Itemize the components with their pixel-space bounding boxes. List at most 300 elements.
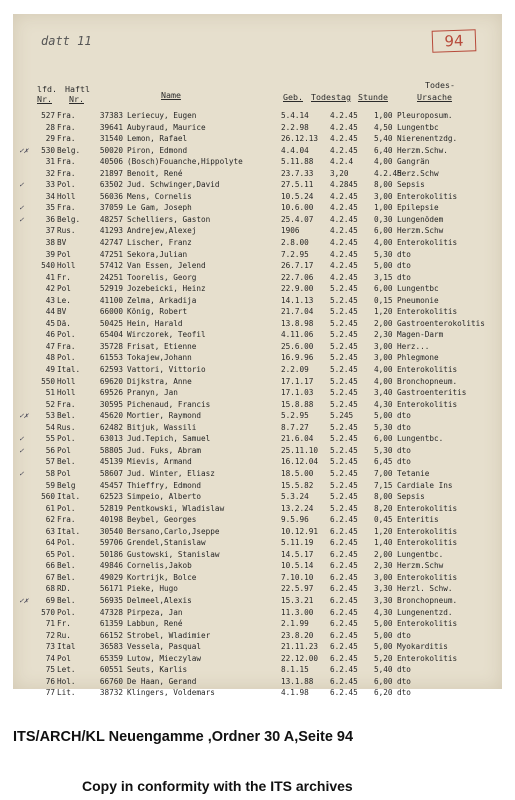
cell-haft: 61553 — [99, 353, 123, 363]
cell-haft: 60551 — [99, 665, 123, 675]
cell-geb: 22.7.06 — [281, 272, 314, 282]
cell-haft: 47251 — [99, 249, 123, 259]
cell-geb: 25.6.00 — [281, 341, 314, 351]
cell-tod: 4.2.45 — [330, 261, 358, 271]
cell-name: Gustowski, Stanislaw — [127, 549, 220, 559]
cell-lfd: 42 — [45, 284, 55, 294]
cell-name: Jud. Fuks, Abram — [127, 445, 202, 455]
cell-urs: Cardiale Ins — [397, 480, 453, 490]
cell-std: 8,00 — [374, 492, 393, 502]
archive-document-page — [13, 14, 502, 698]
table-row — [13, 445, 502, 457]
cell-urs: Lungentbc. — [397, 434, 444, 444]
cell-nat: Bel. — [57, 411, 76, 421]
cell-tod: 6.2.45 — [330, 561, 358, 571]
cell-haft: 39641 — [99, 122, 123, 132]
table-row — [13, 456, 502, 468]
cell-tod: 6.2.45 — [330, 619, 358, 629]
cell-haft: 66152 — [99, 630, 123, 640]
cell-geb: 8.7.27 — [281, 422, 309, 432]
cell-urs: Lungentbc — [397, 284, 439, 294]
cell-lfd: 63 — [45, 526, 55, 536]
cell-std: 5,00 — [374, 619, 393, 629]
cell-urs: Phlegmone — [397, 353, 439, 363]
cell-tod: 5.2.45 — [330, 445, 358, 455]
cell-name: Beybel, Georges — [127, 515, 197, 525]
cell-nat: Pol — [57, 468, 71, 478]
table-row — [13, 433, 502, 445]
cell-urs: Gastroenterokolitis — [397, 318, 485, 328]
cell-lfd: 530 — [41, 145, 55, 155]
death-register-table — [13, 110, 502, 699]
cell-tod: 4.2845 — [330, 180, 358, 190]
cell-urs: Magen-Darm — [397, 330, 444, 340]
cell-nat: Fra. — [57, 134, 76, 144]
cell-nat: Pol. — [57, 180, 76, 190]
cell-name: Wirczorek, Teofil — [127, 330, 206, 340]
cell-mark: ✓ — [19, 214, 24, 224]
table-row — [13, 664, 502, 676]
cell-urs: Enterokolitis — [397, 238, 458, 248]
cell-name: (Bosch)Fouanche,Hippolyte — [127, 157, 243, 167]
cell-name: Simpeio, Alberto — [127, 492, 202, 502]
cell-nat: Pol. — [57, 353, 76, 363]
cell-haft: 40198 — [99, 515, 123, 525]
cell-tod: 5.2.45 — [330, 388, 358, 398]
table-row — [13, 583, 502, 595]
cell-lfd: 540 — [41, 261, 55, 271]
cell-lfd: 77 — [45, 688, 55, 698]
cell-name: Dijkstra, Anne — [127, 376, 192, 386]
cell-urs: Nierenentzdg. — [397, 134, 458, 144]
table-row — [13, 422, 502, 434]
cell-std: 6,20 — [374, 688, 393, 698]
cell-lfd: 76 — [45, 676, 55, 686]
cell-urs: dto — [397, 272, 411, 282]
cell-tod: 4.2.45 — [330, 134, 358, 144]
cell-haft: 45620 — [99, 411, 123, 421]
cell-geb: 25.4.07 — [281, 214, 314, 224]
cell-std: 6,45 — [374, 457, 393, 467]
cell-std: 5,40 — [374, 134, 393, 144]
table-row — [13, 630, 502, 642]
table-row — [13, 179, 502, 191]
table-row — [13, 514, 502, 526]
cell-name: Pranyn, Jan — [127, 388, 178, 398]
cell-name: Toorelis, Georg — [127, 272, 197, 282]
cell-name: Frisat, Etienne — [127, 341, 197, 351]
cell-haft: 35728 — [99, 341, 123, 351]
cell-name: Van Essen, Jelend — [127, 261, 206, 271]
cell-urs: Herzm.Schw — [397, 561, 444, 571]
cell-haft: 52919 — [99, 284, 123, 294]
cell-geb: 5.4.14 — [281, 111, 309, 120]
cell-urs: dto — [397, 422, 411, 432]
cell-lfd: 49 — [45, 365, 55, 375]
cell-geb: 10.12.91 — [281, 526, 319, 536]
cell-tod: 5.2.45 — [330, 295, 358, 305]
cell-name: Benoit, René — [127, 168, 183, 178]
cell-tod: 6.2.45 — [330, 665, 358, 675]
table-row — [13, 191, 502, 203]
table-row — [13, 387, 502, 399]
cell-lfd: 560 — [41, 492, 55, 502]
cell-lfd: 31 — [45, 157, 55, 167]
cell-lfd: 73 — [45, 642, 55, 652]
cell-haft: 49029 — [99, 572, 123, 582]
cell-geb: 18.5.00 — [281, 468, 314, 478]
cell-geb: 21.7.04 — [281, 307, 314, 317]
cell-std: 4,50 — [374, 122, 393, 132]
cell-tod: 5.2.45 — [330, 457, 358, 467]
cell-name: Vattori, Vittorio — [127, 365, 206, 375]
cell-urs: Herzl. Schw. — [397, 584, 453, 594]
header-todes: Todes- — [425, 80, 455, 90]
cell-haft: 45457 — [99, 480, 123, 490]
cell-lfd: 56 — [45, 445, 55, 455]
cell-haft: 41100 — [99, 295, 123, 305]
cell-lfd: 72 — [45, 630, 55, 640]
cell-urs: Enterokolitis — [397, 399, 458, 409]
header-name: Name — [161, 90, 181, 100]
cell-urs: Enterokolitis — [397, 526, 458, 536]
cell-std: 5,30 — [374, 422, 393, 432]
cell-lfd: 39 — [45, 249, 55, 259]
cell-name: Thieffry, Edmond — [127, 480, 202, 490]
cell-haft: 50425 — [99, 318, 123, 328]
cell-tod: 6.2.45 — [330, 538, 358, 548]
cell-tod: 4.2.45 — [330, 122, 358, 132]
table-row — [13, 237, 502, 249]
cell-nat: Belg. — [57, 145, 81, 155]
cell-name: Labbun, René — [127, 619, 183, 629]
cell-nat: Dä. — [57, 318, 71, 328]
cell-urs: Herz.Schw — [397, 168, 439, 178]
cell-lfd: 570 — [41, 607, 55, 617]
cell-tod: 5.2.45 — [330, 341, 358, 351]
cell-haft: 30540 — [99, 526, 123, 536]
cell-tod: 5.2.45 — [330, 503, 358, 513]
cell-urs: Enterokolitis — [397, 307, 458, 317]
cell-lfd: 61 — [45, 503, 55, 513]
cell-lfd: 53 — [45, 411, 55, 421]
cell-std: 3,00 — [374, 353, 393, 363]
cell-geb: 25.11.10 — [281, 445, 319, 455]
cell-nat: Bel. — [57, 595, 76, 605]
table-row — [13, 133, 502, 145]
cell-std: 3,30 — [374, 584, 393, 594]
cell-tod: 5.2.45 — [330, 307, 358, 317]
cell-nat: Pol — [57, 249, 71, 259]
table-row — [13, 560, 502, 572]
cell-nat: BV — [57, 238, 67, 248]
cell-urs: Enterokolitis — [397, 365, 458, 375]
cell-name: Andrejew,Alexej — [127, 226, 197, 236]
cell-geb: 10.5.24 — [281, 191, 314, 201]
cell-tod: 6.2.45 — [330, 676, 358, 686]
cell-geb: 7.2.95 — [281, 249, 309, 259]
table-row — [13, 329, 502, 341]
cell-std: 5,00 — [374, 630, 393, 640]
cell-tod: 6.2.45 — [330, 595, 358, 605]
cell-name: Mortier, Raymond — [127, 411, 202, 421]
table-row — [13, 641, 502, 653]
cell-haft: 56171 — [99, 584, 123, 594]
cell-haft: 48257 — [99, 214, 123, 224]
cell-nat: Fra. — [57, 399, 76, 409]
cell-nat: Lit. — [57, 688, 76, 698]
cell-mark: ✓✗ — [19, 145, 29, 155]
cell-name: Leriecuy, Eugen — [127, 111, 197, 120]
cell-name: Schelliers, Gaston — [127, 214, 211, 224]
cell-urs: Lungenentzd. — [397, 607, 453, 617]
cell-haft: 40506 — [99, 157, 123, 167]
cell-lfd: 64 — [45, 538, 55, 548]
cell-lfd: 527 — [41, 111, 55, 120]
cell-std: 4,30 — [374, 399, 393, 409]
cell-urs: Enterokolitis — [397, 653, 458, 663]
cell-tod: 6.2.45 — [330, 549, 358, 559]
cell-nat: Ital. — [57, 365, 81, 375]
cell-nat: Bel. — [57, 457, 76, 467]
cell-mark: ✓ — [19, 445, 24, 455]
cell-lfd: 52 — [45, 399, 55, 409]
cell-std: 6,40 — [374, 145, 393, 155]
cell-name: Tokajew,Johann — [127, 353, 192, 363]
header-nr1: Nr. — [37, 94, 52, 104]
cell-nat: Fra. — [57, 515, 76, 525]
cell-urs: dto — [397, 411, 411, 421]
cell-urs: Gangrän — [397, 157, 430, 167]
cell-lfd: 59 — [45, 480, 55, 490]
cell-geb: 2.2.09 — [281, 365, 309, 375]
cell-nat: Pol — [57, 284, 71, 294]
cell-urs: dto — [397, 261, 411, 271]
cell-urs: Epilepsie — [397, 203, 439, 213]
cell-name: Klingers, Voldemars — [127, 688, 215, 698]
cell-nat: Holl — [57, 191, 76, 201]
cell-haft: 36583 — [99, 642, 123, 652]
cell-tod: 5.245 — [330, 411, 354, 421]
cell-tod: 6.2.45 — [330, 653, 358, 663]
cell-geb: 10.6.00 — [281, 203, 314, 213]
cell-name: Le Gam, Joseph — [127, 203, 192, 213]
cell-nat: Bel. — [57, 561, 76, 571]
header-nr2: Nr. — [69, 94, 84, 104]
cell-name: Seuts, Karlis — [127, 665, 188, 675]
cell-geb: 26.7.17 — [281, 261, 314, 271]
cell-lfd: 62 — [45, 515, 55, 525]
cell-geb: 15.8.88 — [281, 399, 314, 409]
cell-tod: 4.2.45 — [330, 226, 358, 236]
table-row — [13, 607, 502, 619]
cell-nat: Belg. — [57, 214, 81, 224]
cell-name: Vessela, Pasqual — [127, 642, 202, 652]
cell-haft: 49846 — [99, 561, 123, 571]
cell-urs: Tetanie — [397, 468, 430, 478]
cell-std: 4,30 — [374, 607, 393, 617]
cell-geb: 22.12.00 — [281, 653, 319, 663]
table-row — [13, 318, 502, 330]
cell-geb: 22.9.00 — [281, 284, 314, 294]
header-stunde: Stunde — [358, 92, 388, 102]
table-row — [13, 410, 502, 422]
cell-std: 8,20 — [374, 503, 393, 513]
cell-std: 2,30 — [374, 330, 393, 340]
cell-mark: ✓ — [19, 203, 24, 213]
table-row — [13, 480, 502, 492]
cell-lfd: 44 — [45, 307, 55, 317]
cell-nat: Pol — [57, 445, 71, 455]
cell-tod: 6.2.45 — [330, 642, 358, 652]
cell-haft: 52819 — [99, 503, 123, 513]
cell-haft: 24251 — [99, 272, 123, 282]
table-row — [13, 618, 502, 630]
cell-geb: 15.3.21 — [281, 595, 314, 605]
cell-geb: 9.5.96 — [281, 515, 309, 525]
cell-haft: 41293 — [99, 226, 123, 236]
cell-mark: ✓✗ — [19, 595, 29, 605]
cell-tod: 6.2.45 — [330, 572, 358, 582]
cell-tod: 4.2.45 — [330, 191, 358, 201]
cell-tod: 6.2.45 — [330, 526, 358, 536]
cell-std: 7,00 — [374, 468, 393, 478]
cell-name: Aubyraud, Maurice — [127, 122, 206, 132]
cell-haft: 56036 — [99, 191, 123, 201]
cell-std: 0,45 — [374, 515, 393, 525]
cell-tod: 6.2.45 — [330, 688, 358, 698]
cell-tod: 4.2.45 — [330, 214, 358, 224]
table-row — [13, 503, 502, 515]
cell-geb: 21.11.23 — [281, 642, 319, 652]
table-row — [13, 110, 502, 122]
table-row — [13, 122, 502, 134]
cell-urs: dto — [397, 630, 411, 640]
cell-tod: 5.2.45 — [330, 492, 358, 502]
cell-std: 1,20 — [374, 526, 393, 536]
cell-lfd: 41 — [45, 272, 55, 282]
cell-std: 6,00 — [374, 226, 393, 236]
cell-haft: 65359 — [99, 653, 123, 663]
cell-name: König, Robert — [127, 307, 188, 317]
cell-nat: Fr. — [57, 619, 71, 629]
cell-name: Piron, Edmond — [127, 145, 188, 155]
cell-tod: 4.2.45 — [330, 249, 358, 259]
cell-geb: 27.5.11 — [281, 180, 314, 190]
cell-nat: Fra. — [57, 111, 76, 120]
top-note: datt 11 — [41, 34, 92, 48]
cell-name: Jud. Schwinger,David — [127, 180, 220, 190]
cell-haft: 50186 — [99, 549, 123, 559]
cell-urs: Enteritis — [397, 515, 439, 525]
table-row — [13, 260, 502, 272]
cell-geb: 15.5.82 — [281, 480, 314, 490]
cell-name: Kortrijk, Bolce — [127, 572, 197, 582]
table-row — [13, 306, 502, 318]
cell-std: 6,00 — [374, 676, 393, 686]
header-lfd: lfd. — [37, 84, 57, 94]
table-row — [13, 283, 502, 295]
cell-nat: Holl — [57, 261, 76, 271]
cell-tod: 4.2.45 — [330, 238, 358, 248]
table-row — [13, 156, 502, 168]
cell-name: Zelma, Arkadija — [127, 295, 197, 305]
cell-haft: 45139 — [99, 457, 123, 467]
table-row — [13, 168, 502, 180]
table-row — [13, 376, 502, 388]
cell-name: Mens, Cornelis — [127, 191, 192, 201]
cell-name: Lutow, Mieczylaw — [127, 653, 202, 663]
cell-name: Pirpeza, Jan — [127, 607, 183, 617]
cell-geb: 4.4.04 — [281, 145, 309, 155]
cell-haft: 58607 — [99, 468, 123, 478]
cell-haft: 50020 — [99, 145, 123, 155]
cell-haft: 31540 — [99, 134, 123, 144]
cell-lfd: 54 — [45, 422, 55, 432]
cell-geb: 2.2.98 — [281, 122, 309, 132]
cell-geb: 10.5.14 — [281, 561, 314, 571]
cell-lfd: 67 — [45, 572, 55, 582]
cell-lfd: 32 — [45, 168, 55, 178]
cell-haft: 30595 — [99, 399, 123, 409]
cell-tod: 5.2.45 — [330, 353, 358, 363]
cell-urs: dto — [397, 249, 411, 259]
conformity-note: Copy in conformity with the ITS archives — [82, 778, 353, 794]
cell-geb: 26.12.13 — [281, 134, 319, 144]
table-row — [13, 214, 502, 226]
cell-lfd: 48 — [45, 353, 55, 363]
cell-lfd: 36 — [45, 214, 55, 224]
cell-name: Mievis, Armand — [127, 457, 192, 467]
cell-tod: 6.2.45 — [330, 584, 358, 594]
cell-tod: 5.2.45 — [330, 399, 358, 409]
cell-name: Pieke, Hugo — [127, 584, 178, 594]
cell-nat: BV — [57, 307, 67, 317]
cell-geb: 4.1.98 — [281, 688, 309, 698]
cell-lfd: 43 — [45, 295, 55, 305]
cell-geb: 17.1.17 — [281, 376, 314, 386]
cell-std: 5,20 — [374, 653, 393, 663]
cell-lfd: 47 — [45, 341, 55, 351]
cell-name: Jud.Tepich, Samuel — [127, 434, 211, 444]
table-row — [13, 352, 502, 364]
cell-name: De Haan, Gerand — [127, 676, 197, 686]
cell-nat: Fra. — [57, 157, 76, 167]
archive-citation: ITS/ARCH/KL Neuengamme ,Ordner 30 A,Seite 94 — [13, 729, 354, 745]
cell-nat: Fra. — [57, 203, 76, 213]
cell-lfd: 65 — [45, 549, 55, 559]
cell-geb: 23.8.20 — [281, 630, 314, 640]
cell-nat: Rus. — [57, 226, 76, 236]
cell-nat: Pol. — [57, 607, 76, 617]
cell-lfd: 66 — [45, 561, 55, 571]
cell-std: 2,00 — [374, 549, 393, 559]
cell-std: 4,00 — [374, 157, 393, 167]
cell-name: Bersano,Carlo,Jseppe — [127, 526, 220, 536]
cell-haft: 62482 — [99, 422, 123, 432]
cell-urs: Lungentbc. — [397, 549, 444, 559]
cell-urs: dto — [397, 665, 411, 675]
cell-urs: Myokarditis — [397, 642, 448, 652]
cell-lfd: 46 — [45, 330, 55, 340]
cell-geb: 5.11.19 — [281, 538, 314, 548]
cell-name: Sekora,Julian — [127, 249, 188, 259]
cell-name: Jud. Winter, Eliasz — [127, 468, 215, 478]
cell-name: Lemon, Rafael — [127, 134, 188, 144]
cell-std: 5,30 — [374, 249, 393, 259]
cell-geb: 16.9.96 — [281, 353, 314, 363]
cell-haft: 61359 — [99, 619, 123, 629]
